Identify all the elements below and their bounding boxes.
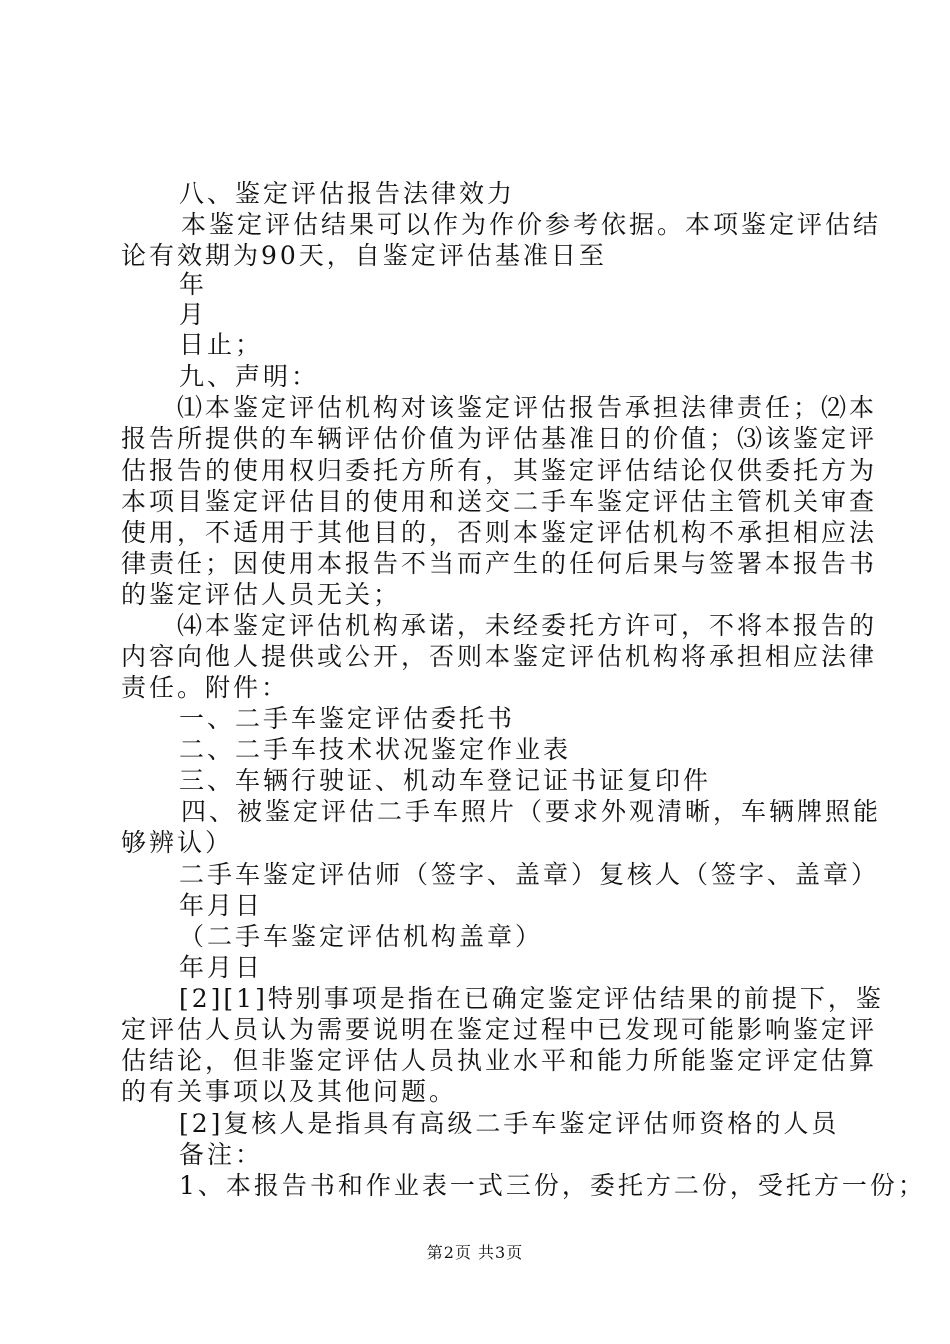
footnote-line: 估结论，但非鉴定评估人员执业水平和能力所能鉴定评定估算 (121, 1046, 878, 1075)
paragraph-line: ⑷本鉴定评估机构承诺，未经委托方许可，不将本报告的 (177, 611, 878, 640)
paragraph-line: ⑴本鉴定评估机构对该鉴定评估报告承担法律责任；⑵本 (177, 393, 878, 422)
paragraph-line: 月 (179, 300, 208, 329)
remarks-heading: 备注： (179, 1140, 264, 1169)
paragraph-line: 的鉴定评估人员无关； (121, 580, 402, 609)
footnote-line: [2][1]特别事项是指在已确定鉴定评估结果的前提下，鉴 (179, 984, 884, 1013)
paragraph-line: 年 (179, 270, 208, 299)
paragraph-line: 估报告的使用权归委托方所有，其鉴定评估结论仅供委托方为 (121, 456, 878, 485)
paragraph-line: 内容向他人提供或公开，否则本鉴定评估机构将承担相应法律 (121, 642, 878, 671)
paragraph-line: 够辨认） (121, 828, 234, 857)
attachment-item: 二、二手车技术状况鉴定作业表 (179, 735, 572, 764)
page-indicator: 第2页 共3页 (426, 1243, 524, 1262)
footnote-line: 的有关事项以及其他问题。 (121, 1077, 458, 1106)
signature-line: 二手车鉴定评估师（签字、盖章）复核人（签字、盖章） (179, 860, 880, 889)
footnote-line: 定评估人员认为需要说明在鉴定过程中已发现可能影响鉴定评 (121, 1015, 878, 1044)
paragraph-line: 论有效期为90天，自鉴定评估基准日至 (121, 241, 607, 270)
paragraph-line: 律责任；因使用本报告不当而产生的任何后果与签署本报告书 (121, 549, 878, 578)
paragraph-line: 日止； (179, 330, 264, 359)
footnote-line: [2]复核人是指具有高级二手车鉴定评估师资格的人员 (179, 1109, 840, 1138)
section-heading-declaration: 九、声明： (179, 362, 320, 391)
paragraph-line: 本鉴定评估结果可以作为作价参考依据。本项鉴定评估结 (181, 210, 882, 239)
section-heading-legal-effect: 八、鉴定评估报告法律效力 (179, 179, 516, 208)
date-line: 年月日 (179, 953, 264, 982)
remarks-line: 1、本报告书和作业表一式三份，委托方二份，受托方一份； (179, 1171, 926, 1200)
attachment-item: 三、车辆行驶证、机动车登记证书证复印件 (179, 766, 712, 795)
paragraph-line: 本项目鉴定评估目的使用和送交二手车鉴定评估主管机关审查 (121, 487, 878, 516)
paragraph-line: 责任。附件： (121, 673, 290, 702)
attachment-item: 四、被鉴定评估二手车照片（要求外观清晰，车辆牌照能 (181, 797, 882, 826)
paragraph-line: 报告所提供的车辆评估价值为评估基准日的价值；⑶该鉴定评 (121, 424, 878, 453)
attachment-item: 一、二手车鉴定评估委托书 (179, 704, 516, 733)
paragraph-line: 使用，不适用于其他目的，否则本鉴定评估机构不承担相应法 (121, 518, 878, 547)
date-line: 年月日 (179, 891, 264, 920)
seal-line: （二手车鉴定评估机构盖章） (179, 922, 544, 951)
